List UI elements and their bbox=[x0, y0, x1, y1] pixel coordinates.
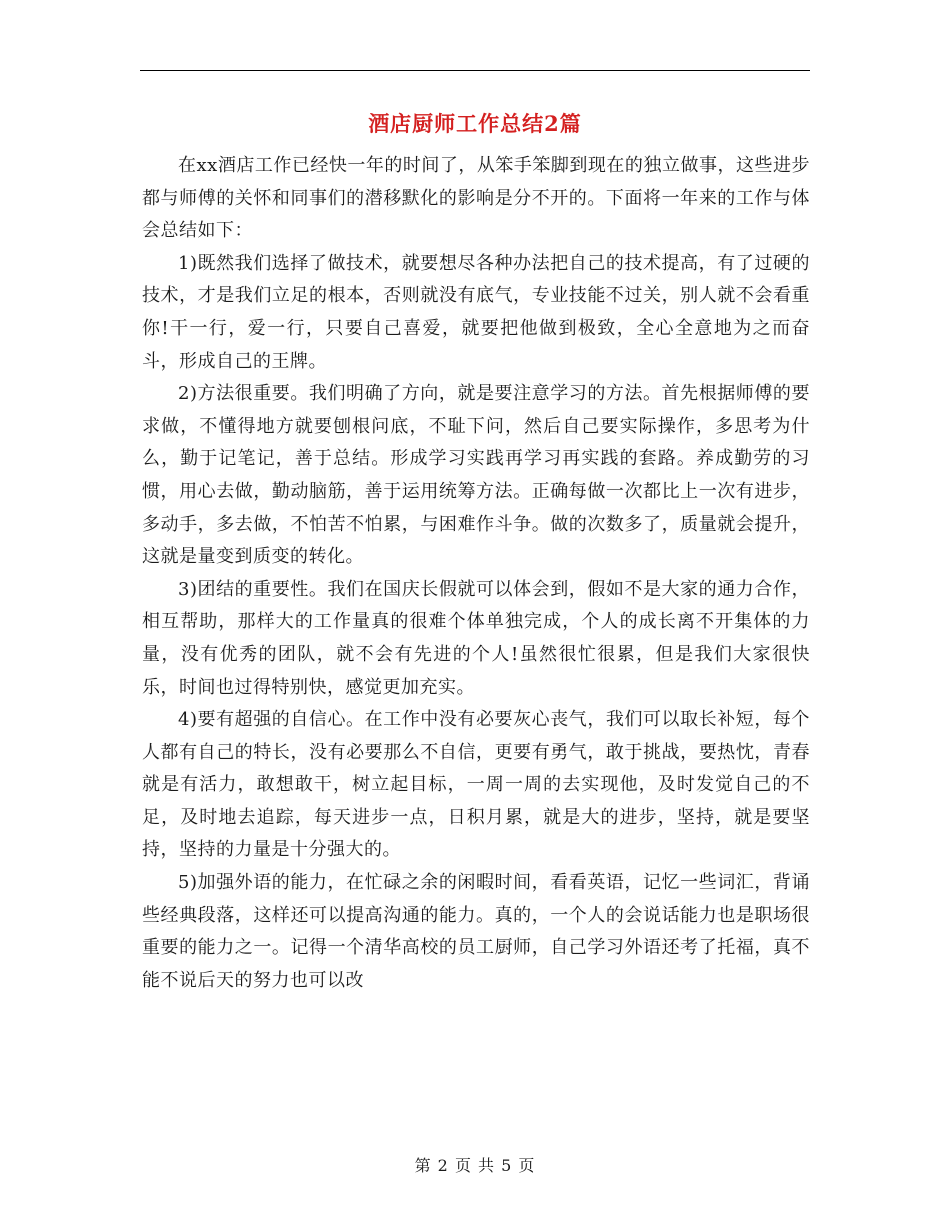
header-rule bbox=[140, 70, 810, 71]
page-number-footer: 第 2 页 共 5 页 bbox=[414, 1156, 536, 1175]
paragraph-2: 2)方法很重要。我们明确了方向，就是要注意学习的方法。首先根据师傅的要求做，不懂得地方就要刨根问底，不耻下问，然后自己要实际操作，多思考为什么，勤于记笔记，善于总结。形成学习实践再学习再实践的套路。养成勤劳的习惯，用心去做，勤动脑筋，善于运用统筹方法。正确每做一次都比上一次有进步，多动手，多去做，不怕苦不怕累，与困难作斗争。做的次数多了，质量就会提升，这就是量变到质变的转化。 bbox=[142, 383, 810, 568]
document-body bbox=[142, 150, 810, 997]
document-title: 酒店厨师工作总结2篇 bbox=[368, 111, 582, 136]
paragraph-1: 1)既然我们选择了做技术，就要想尽各种办法把自己的技术提高，有了过硬的技术，才是我们立足的根本，否则就没有底气，专业技能不过关，别人就不会看重你!干一行，爱一行，只要自己喜爱，就要把他做到极致，全心全意地为之而奋斗，形成自己的王牌。 bbox=[142, 252, 810, 372]
paragraph-5: 5)加强外语的能力，在忙碌之余的闲暇时间，看看英语，记忆一些词汇，背诵些经典段落，这样还可以提高沟通的能力。真的，一个人的会说话能力也是职场很重要的能力之一。记得一个清华高校的员工厨师，自己学习外语还考了托福，真不能不说后天的努力也可以改 bbox=[142, 872, 810, 991]
paragraph-3: 3)团结的重要性。我们在国庆长假就可以体会到，假如不是大家的通力合作，相互帮助，那样大的工作量真的很难个体单独完成，个人的成长离不开集体的力量，没有优秀的团队，就不会有先进的个人!虽然很忙很累，但是我们大家很快乐，时间也过得特别快，感觉更加充实。 bbox=[142, 578, 810, 698]
paragraph-intro: 在xx酒店工作已经快一年的时间了，从笨手笨脚到现在的独立做事，这些进步都与师傅的关怀和同事们的潜移默化的影响是分不开的。下面将一年来的工作与体会总结如下： bbox=[142, 155, 810, 242]
paragraph-4: 4)要有超强的自信心。在工作中没有必要灰心丧气，我们可以取长补短，每个人都有自己的特长，没有必要那么不自信，更要有勇气，敢于挑战，要热忱，青春就是有活力，敢想敢干，树立起目标，一周一周的去实现他，及时发觉自己的不足，及时地去追踪，每天进步一点，日积月累，就是大的进步，坚持，就是要坚持，坚持的力量是十分强大的。 bbox=[142, 709, 810, 861]
